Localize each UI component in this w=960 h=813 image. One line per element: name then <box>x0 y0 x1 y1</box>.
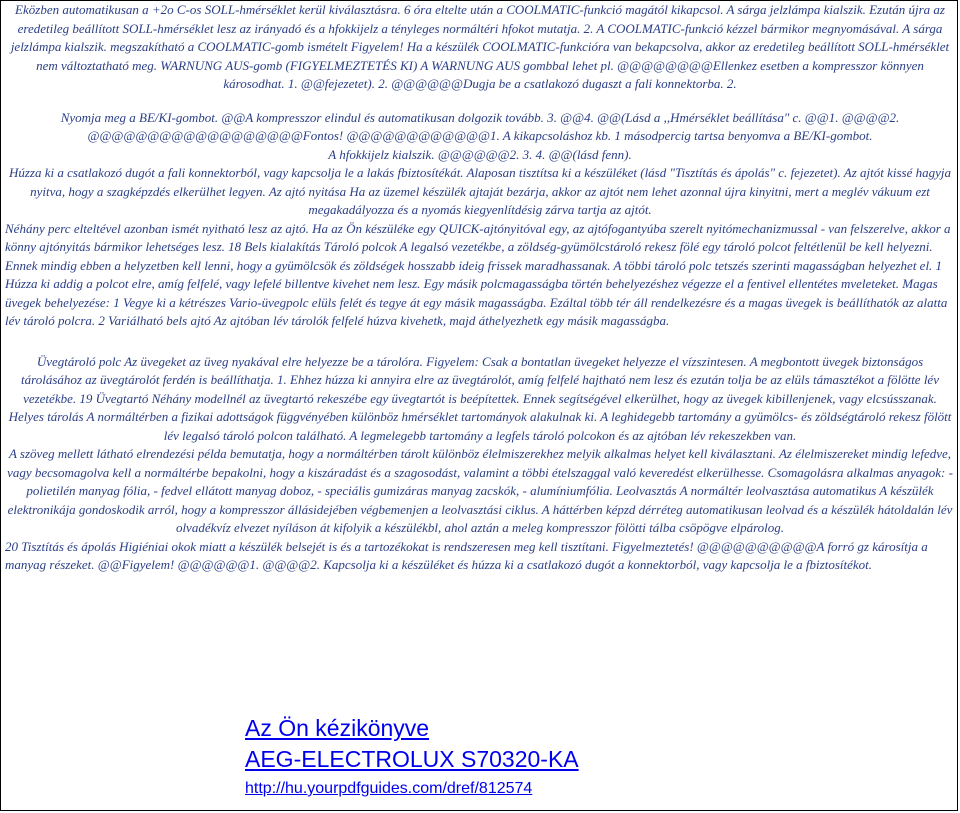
paragraph-coolmatic: Eközben automatikusan a +2o C-os SOLL-hmérséklet kerül kiválasztásra. 6 óra eltelte után a COOLMATIC-funkció magától kikapcsol. A sárga jelzlámpa kialszik. Ezután újra az eredetileg beállított SOLL-hmérséklet lesz az irányadó és a hfokkijelz a tényleges normáltéri hfokot mutatja. 2. A COOLMATIC-funkció kézzel bármikor megnyomásával. A sárga jelzlámpa kialszik. megszakítható a COOLMATIC-gomb ismételt Figyelem! Ha a készülék COOLMATIC-funkcióra van bekapcsolva, akkor az eredetileg beállított SOLL-hmérséklet nem változtatható meg. WARNUNG AUS-gomb (FIGYELMEZTETÉS KI) A WARNUNG AUS gombbal lehet pl. @@@@@@@@Ellenkez esetben a kompresszor könnyen károsodhat. 1. @@fejezetet). 2. @@@@@@Dugja be a csatlakozó dugaszt a fali konnektorba. 2. <box>10 2 950 91</box>
paragraph-power-on: Nyomja meg a BE/KI-gombot. @@A kompresszor elindul és automatikusan dolgozik tovább. 3. @@4. @@(Lásd a ,,Hmérséklet beállítása" c. @@1. @@@@2. @@@@@@@@@@@@@@@@@@Fontos! @@@@@@@@@@@@1. A kikapcsoláshoz kb. 1 másodpercig tartsa benyomva a BE/KI-gombot. <box>60 109 900 143</box>
manual-text-body <box>5 1 955 706</box>
footer-links <box>245 713 845 801</box>
paragraph-storage-defrost: A szöveg mellett látható elrendezési példa bemutatja, hogy a normáltérben tárolt különböz élelmiszerekhez melyik alkalmas helyet kell kiválasztani. Az élelmiszereket mindig lefedve, vagy becsomagolva kell a normáltérbe bepakolni, hogy a kiszáradást és a szagosodást, valamint a többi ételszaggal való keveredést elkerülhesse. Csomagolásra alkalmas anyagok: - polietilén manyag fólia, - fedvel ellátott manyag doboz, - speciális gumizáras manyag zacskók, - alumíniumfólia. Leolvasztás A normáltér leolvasztása automatikus A készülék elektronikája gondoskodik arról, hogy a kompresszor állásidejében végbemenjen a leolvasztási ciklus. A háttérben képzd dérréteg automatikusan leolvad és a készülék hátoldalán lév olvadékvíz elvezet nyíláson át kifolyik a készülékbl, ahol aztán a meleg kompresszor fölötti tálba csöpögve elpárolog. <box>7 446 953 535</box>
paragraph-cleaning: 20 Tisztítás és ápolás Higiéniai okok miatt a készülék belsejét is és a tartozékokat is rendszeresen meg kell tisztítani. Figyelmeztetés! @@@@@@@@@@A forró gz károsítja a manyag részeket. @@Figyelem! @@@@@@1. @@@@2. Kapcsolja ki a készüléket és húzza ki a csatlakozó dugót a konnektorból, vagy kapcsolja le a fbiztosítékot. <box>5 538 928 572</box>
paragraph-unplug: Húzza ki a csatlakozó dugót a fali konnektorból, vagy kapcsolja le a lakás fbiztosítékát. Alaposan tisztítsa ki a készüléket (lásd "Tisztítás és ápolás" c. fejezetet). Az ajtót kissé hagyja nyitva, hogy a szagképzdés elkerülhet legyen. Az ajtó nyitása Ha az üzemel készülék ajtaját bezárja, akkor az ajtót nem lehet azonnal újra kinyitni, mert a meglév vákuum ezt megakadályozza és a nyomás kiegyenlítdésig zárva tartja az ajtót. <box>8 165 951 217</box>
url-link[interactable]: http://hu.yourpdfguides.com/dref/812574 <box>245 780 533 797</box>
model-link[interactable]: AEG-ELECTROLUX S70320-KA <box>245 746 579 772</box>
manual-title-link[interactable]: Az Ön kézikönyve <box>245 715 430 741</box>
paragraph-display-off: A hfokkijelz kialszik. @@@@@@2. 3. 4. @@(lásd fenn). <box>328 146 632 162</box>
paragraph-shelves: Néhány perc elteltével azonban ismét nyitható lesz az ajtó. Ha az Ön készüléke egy QUICK-ajtónyitóval egy, az ajtófogantyúba szerelt nyitómechanizmussal - van felszerelve, akkor a könny ajtónyitás bármikor lehetséges lesz. 18 Bels kialakítás Tároló polcok A legalsó vezetékbe, a zöldség-gyümölcstároló rekesz fölé egy tároló polcot feltétlenül be kell helyezni. Ennek mindig ebben a helyzetben kell lenni, hogy a gyümölcsök és zöldségek hosszabb ideig frissek maradhassanak. A többi tároló polc tetszés szerinti magasságban helyezhet el. 1 Húzza ki addig a polcot elre, amíg felfelé, vagy lefelé billentve kivehet nem lesz. Egy másik polcmagasságba történ behelyezéshez végezze el a fentivel ellentétes mveleteket. Magas üvegek behelyezése: 1 Vegye ki a kétrészes Vario-üvegpolc elüls felét és tegye át egy másik magasságba. Ezáltal több tér áll rendelkezésre és a magas üvegek is beállíthatók az alatta lév tároló polcra. 2 Variálható bels ajtó Az ajtóban lév tárolók felfelé húzva kivehetk, majd áthelyezhetk egy másik magasságba. <box>5 220 951 328</box>
paragraph-bottle-rack: Üvegtároló polc Az üvegeket az üveg nyakával elre helyezze be a tárolóra. Figyelem: Csak a bontatlan üvegeket helyezze el vízszintesen. A megbontott üvegek biztonságos tárolásához az üvegtárolót ferdén is beállíthatja. 1. Ehhez húzza ki annyira elre az üvegtárolót, amíg felfelé hajtható nem lesz és ezután tolja be az elüls támasztékot a fölötte lév vezetékbe. 19 Üvegtartó Néhány modellnél az üvegtartó rekeszébe egy üvegtartót is beépítettek. Ennek segítségével elkerülhet, hogy az üvegek kibillenjenek, vagy elcsússzanak. Helyes tárolás A normáltérben a fizikai adottságok függvényében különböz hmérséklet tartományok alakulnak ki. A leghidegebb tartomány a gyümölcs- és zöldségtároló rekesz fölött lév legalsó tároló polcon található. A legmelegebb tartomány a legfels tároló polcokon és az ajtóban lév rekeszekben van. <box>8 353 952 443</box>
